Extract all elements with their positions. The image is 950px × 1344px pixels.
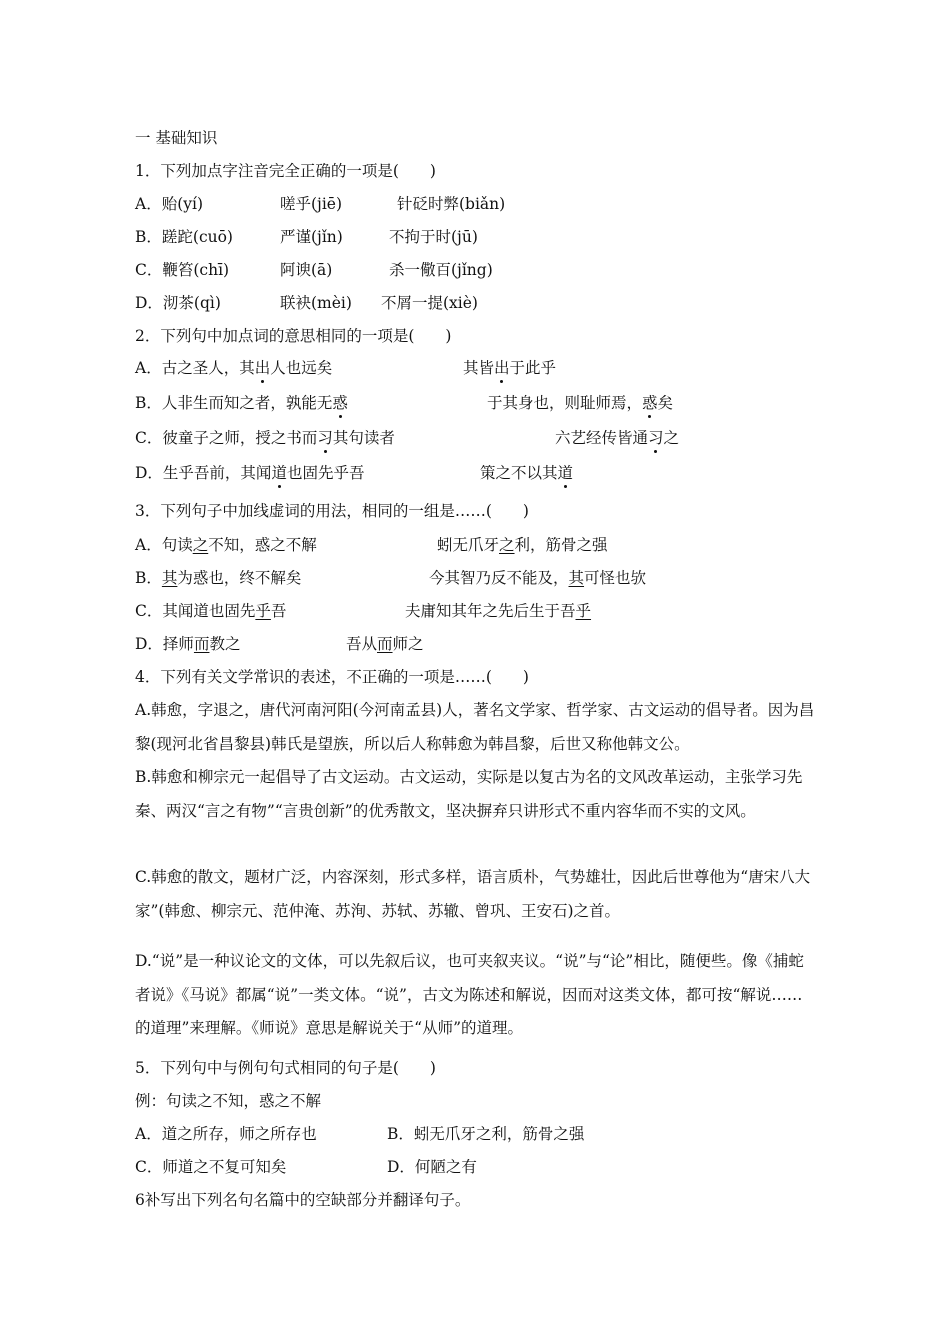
q2-b-right-rest: 矣 <box>657 394 674 412</box>
q3-b-right-text: 今其智乃反不能及， <box>429 569 569 587</box>
q1-b-item3: 不拘于时(jū) <box>389 228 478 246</box>
q3-d-right-rest: 师之 <box>392 635 424 653</box>
q3-d-right-text: 吾从 <box>346 635 378 653</box>
q3-a-right-text: 蚓无爪牙 <box>437 536 500 554</box>
q3-c-left-rest: 吾 <box>270 602 287 620</box>
q3-c-right <box>405 601 591 621</box>
q3-a-left-rest: 不知，惑之不解 <box>208 536 317 554</box>
q2-b-right-text: 于其身也，则耻师焉， <box>487 394 643 412</box>
q5-option-d: D．何陋之有 <box>387 1158 477 1176</box>
q2-b-right <box>487 393 673 413</box>
q3-c-left-text: C．其闻道也固先 <box>135 602 256 620</box>
q2-a-right-dotted: 出 <box>494 359 510 377</box>
q2-c-right-text: 六艺经传皆通 <box>555 429 649 447</box>
q2-a-left <box>135 358 332 378</box>
q3-b-left <box>135 568 301 588</box>
q3-a-right-rest: 利，筋骨之强 <box>514 536 608 554</box>
section-title: 一 基础知识 <box>135 129 218 147</box>
q2-b-right-dotted: 惑 <box>642 394 658 412</box>
q3-b-left-text: B． <box>135 569 162 587</box>
q1-d-item3: 不屑一提(xiè) <box>381 294 478 312</box>
q3-d-right <box>346 634 424 654</box>
q3-c-right-text: 夫庸知其年之先后生于吾 <box>405 602 576 620</box>
q5-example: 例：句读之不知，惑之不解 <box>135 1092 322 1110</box>
q3-b-right-rest: 可怪也欤 <box>584 569 647 587</box>
q5-stem: 5．下列句中与例句句式相同的句子是( ) <box>135 1059 436 1077</box>
q2-a-right-text: 其皆 <box>463 359 495 377</box>
q3-a-left-underlined: 之 <box>192 536 209 554</box>
q2-d-right-text: 策之不以其 <box>480 464 558 482</box>
q1-c-item1: C．鞭笞(chī) <box>135 261 230 279</box>
q2-b-left <box>135 393 348 413</box>
q1-a-item3: 针砭时弊(biǎn) <box>397 195 506 213</box>
q3-a-left-text: A．句读 <box>135 536 193 554</box>
q5-option-a: A．道之所存，师之所存也 <box>135 1125 317 1143</box>
q2-c-left-rest: 其句读者 <box>332 429 395 447</box>
q2-b-left-dotted: 惑 <box>332 394 348 412</box>
q1-a-item2: 嗟乎(jiē) <box>280 195 343 213</box>
q3-b-right <box>429 568 646 588</box>
q2-d-left <box>135 463 364 483</box>
q3-c-right-underlined: 乎 <box>575 602 592 620</box>
q1-d-item1: D．沏茶(qì) <box>135 294 221 312</box>
q4-option-d: D.“说”是一种议论文的文体，可以先叙后议，也可夹叙夹议。“说”与“论”相比，随便些。像《捕蛇者说》《马说》都属“说”一类文体。“说”，古文为陈述和解说，因而对这类文体，都可按“解说……的道理”来理解。《师说》意思是解说关于“从师”的道理。 <box>135 952 804 1037</box>
q3-d-left-rest: 教之 <box>209 635 241 653</box>
q3-c-left-underlined: 乎 <box>255 602 271 620</box>
q3-d-left-underlined: 而 <box>193 635 210 653</box>
q3-d-left <box>135 634 240 654</box>
q4-option-a: A.韩愈，字退之，唐代河南河阳(今河南孟县)人，著名文学家、哲学家、古文运动的倡导者。因为昌黎(现河北省昌黎县)韩氏是望族，所以后人称韩愈为韩昌黎，后世又称他韩文公。 <box>135 701 815 753</box>
q2-a-left-dotted: 出 <box>254 359 271 377</box>
q2-c-right <box>555 428 679 448</box>
q3-a-right <box>437 535 608 555</box>
q2-d-left-rest: 也固先乎吾 <box>286 464 365 482</box>
q2-a-right-rest: 于此乎 <box>509 359 557 377</box>
q3-b-right-underlined: 其 <box>568 569 585 587</box>
q3-stem: 3．下列句子中加线虚词的用法，相同的一组是……( ) <box>135 502 529 520</box>
q5-option-b: B．蚓无爪牙之利，筋骨之强 <box>387 1125 585 1143</box>
q3-b-left-rest: 为惑也，终不解矣 <box>177 569 302 587</box>
q2-b-left-text: B．人非生而知之者，孰能无 <box>135 394 333 412</box>
q3-a-left <box>135 535 317 555</box>
q1-a-item1: A．贻(yí) <box>135 195 204 213</box>
q1-c-item3: 杀一儆百(jǐng) <box>389 261 493 279</box>
q1-d-item2: 联袂(mèi) <box>280 294 352 312</box>
q3-d-right-underlined: 而 <box>377 635 393 653</box>
q3-a-right-underlined: 之 <box>499 536 515 554</box>
q2-c-left-text: C．彼童子之师，授之书而 <box>135 429 318 447</box>
q2-c-right-dotted: 习 <box>648 429 664 447</box>
q2-a-left-rest: 人也远矣 <box>270 359 333 377</box>
q2-a-right <box>463 358 556 378</box>
q2-stem: 2．下列句中加点词的意思相同的一项是( ) <box>135 327 452 345</box>
q2-d-left-dotted: 道 <box>271 464 287 482</box>
q2-c-right-rest: 之 <box>663 429 680 447</box>
q3-b-left-underlined: 其 <box>161 569 178 587</box>
q4-stem: 4．下列有关文学常识的表述，不正确的一项是……( ) <box>135 668 529 686</box>
q3-d-left-text: D．择师 <box>135 635 194 653</box>
q4-option-c: C.韩愈的散文，题材广泛，内容深刻，形式多样，语言质朴，气势雄壮，因此后世尊他为“唐宋八大家”(韩愈、柳宗元、范仲淹、苏洵、苏轼、苏辙、曾巩、王安石)之首。 <box>135 868 811 920</box>
q2-c-left-dotted: 习 <box>317 429 333 447</box>
q4-option-b: B.韩愈和柳宗元一起倡导了古文运动。古文运动，实际是以复古为名的文风改革运动，主张学习先秦、两汉“言之有物”“言贵创新”的优秀散文，坚决摒弃只讲形式不重内容华而不实的文风。 <box>135 768 803 820</box>
q1-c-item2: 阿谀(ā) <box>280 261 333 279</box>
q1-stem: 1．下列加点字注音完全正确的一项是( ) <box>135 162 436 180</box>
q2-d-left-text: D．生乎吾前，其闻 <box>135 464 272 482</box>
q3-c-left <box>135 601 286 621</box>
q2-c-left <box>135 428 395 448</box>
q2-a-left-text: A．古之圣人，其 <box>135 359 255 377</box>
q5-option-c: C．师道之不复可知矣 <box>135 1158 287 1176</box>
q1-b-item2: 严谨(jǐn) <box>280 228 343 246</box>
q1-b-item1: B．蹉跎(cuō) <box>135 228 233 246</box>
q2-d-right <box>480 463 573 483</box>
q2-d-right-dotted: 道 <box>557 464 574 482</box>
q6-stem: 6补写出下列名句名篇中的空缺部分并翻译句子。 <box>135 1191 471 1209</box>
